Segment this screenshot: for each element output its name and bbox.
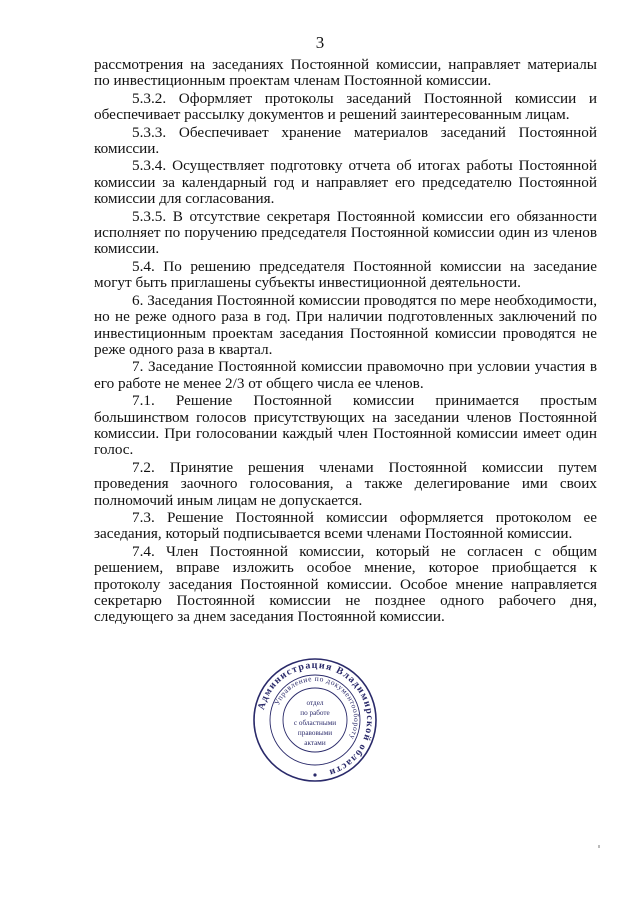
paragraph: 7. Заседание Постоянной комиссии правомочно при условии участия в его работе не менее 2/3 от общего числа ее членов. <box>94 358 597 392</box>
paragraph: 5.3.5. В отсутствие секретаря Постоянной комиссии его обязанности исполняет по поручению председателя Постоянной комиссии один из членов комиссии. <box>94 207 597 258</box>
stamp-outer-text: Администрация Владимирской области <box>256 659 376 779</box>
paragraph: рассмотрения на заседаниях Постоянной комиссии, направляет материалы по инвестиционным проектам членам Постоянной комиссии. <box>94 56 597 90</box>
document-body <box>94 57 597 626</box>
paragraph: 5.3.3. Обеспечивает хранение материалов заседаний Постоянной комиссии. <box>94 123 597 158</box>
paragraph: 6. Заседания Постоянной комиссии проводятся по мере необходимости, но не реже одного раза в год. При наличии подготовленных заключений по инвестиционным проектам заседания Постоянной комиссии проводятся не реже одного раза в квартал. <box>94 291 597 358</box>
paragraph: 5.4. По решению председателя Постоянной комиссии на заседание могут быть приглашены субъекты инвестиционной деятельности. <box>94 257 597 292</box>
scan-speck <box>598 845 600 848</box>
stamp-center-line: отдел <box>306 699 324 707</box>
stamp-center-line: с областными <box>293 719 337 727</box>
paragraph: 5.3.4. Осуществляет подготовку отчета об итогах работы Постоянной комиссии за календарный год и направляет его председателю Постоянной комиссии для согласования. <box>94 157 597 208</box>
stamp-ring-text: Управление по документообороту <box>272 673 362 742</box>
paragraph: 7.2. Принятие решения членами Постоянной комиссии путем проведения заочного голосования, а также делегирование ими своих полномочий иным лицам не допускается. <box>94 458 597 509</box>
stamp-star-dot <box>313 773 316 776</box>
paragraph: 7.4. Член Постоянной комиссии, который не согласен с общим решением, вправе изложить особое мнение, которое приобщается к протоколу заседания Постоянной комиссии. Особое мнение направляется секретарю Постоянной комиссии не позднее одного рабочего дня, следующего за днем заседания Постоянной комиссии. <box>94 542 597 626</box>
paragraph: 5.3.2. Оформляет протоколы заседаний Постоянной комиссии и обеспечивает рассылку документов и решений заинтересованным лицам. <box>94 89 597 124</box>
paragraph: 7.3. Решение Постоянной комиссии оформляется протоколом ее заседания, который подписывается всеми членами Постоянной комиссии. <box>94 508 597 543</box>
stamp-center-line: актами <box>304 739 326 747</box>
page-number: 3 <box>315 33 325 52</box>
official-stamp <box>252 657 378 783</box>
stamp-center-line: правовыми <box>297 729 333 737</box>
stamp-center-line: по работе <box>300 709 330 717</box>
paragraph: 7.1. Решение Постоянной комиссии принимается простым большинством голосов присутствующих на заседании членов Постоянной комиссии. При голосовании каждый член Постоянной комиссии имеет один голос. <box>94 392 597 459</box>
